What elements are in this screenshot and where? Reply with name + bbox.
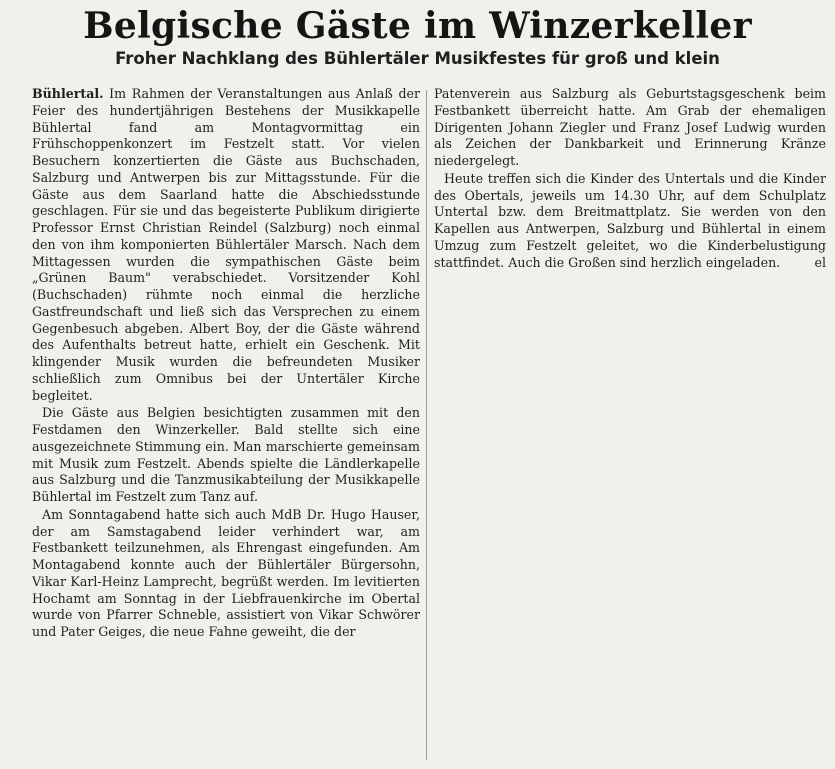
article-paragraph-2: Die Gäste aus Belgien besichtigten zusammen mit den Festdamen den Winzerkeller. Bald stellte sich eine ausgezeichnete Stimmung ein. Man marschierte gemeinsam mit Musik zum Festzelt. Abends spielte die Ländlerkapelle aus Salzburg und die Tanzmusikabteilung der Musikkapelle Bühlertal im Festzelt zum Tanz auf.	[32, 405, 420, 504]
article-paragraph-3: Am Sonntagabend hatte sich auch MdB Dr. Hugo Hauser, der am Samstagabend leider verhindert war, am Festbankett teilzunehmen, als Ehrengast eingefunden. Am Montagabend konnte auch der Bühlertäler Bürgersohn, Vikar Karl-Heinz Lamprecht, begrüßt werden. Im levitierten Hochamt am Sonntag in der Liebfrauenkirche im Obertal wurde von Pfarrer Schneble, assistiert von Vikar Schwörer und Pater Geiges, die neue Fahne geweiht, die der	[32, 506, 420, 639]
article-paragraph-4: Patenverein aus Salzburg als Geburtstagsgeschenk beim Festbankett überreicht hatte. Am Grab der ehemaligen Dirigenten Johann Ziegler und Franz Josef Ludwig wurden als Zeichen der Dankbarkeit und Erinnerung Kränze niedergelegt.	[434, 86, 826, 168]
article-column-right	[434, 86, 826, 271]
article-dateline: Bühlertal.	[32, 86, 104, 101]
column-divider	[426, 90, 427, 760]
paragraph-5-text: Heute treffen sich die Kinder des Untertals und die Kinder des Obertals, jeweils um 14.30 Uhr, auf dem Schulplatz Untertal bzw. dem Breitmattplatz. Sie werden von den Kapellen aus Antwerpen, Salzburg und Bühlertal in einem Umzug zum Festzelt geleitet, wo die Kinderbelustigung stattfindet. Auch die Großen sind herzlich eingeladen.	[434, 170, 826, 270]
paragraph-1-text: Im Rahmen der Veranstaltungen aus Anlaß der Feier des hundertjährigen Bestehens der Musikkapelle Bühlertal fand am Montagvormittag ein Frühschoppenkonzert im Festzelt statt. Vor vielen Besuchern konzertierten die Gäste aus Buchschaden, Salzburg und Antwerpen bis zur Mittagsstunde. Für die Gäste aus dem Saarland hatte die Abschiedsstunde geschlagen. Für sie und das begeisterte Publikum dirigierte Professor Ernst Christian Reindel (Salzburg) noch einmal den von ihm komponierten Bühlertäler Marsch. Nach dem Mittagessen wurden die sympathischen Gäste beim „Grünen Baum" verabschiedet. Vorsitzender Kohl (Buchschaden) rühmte noch einmal die herzliche Gastfreundschaft und ließ sich das Versprechen zu einem Gegenbesuch abgeben. Albert Boy, der die Gäste während des Aufenthalts betreut hatte, erhielt ein Geschenk. Mit klingender Musik wurden die befreundeten Musiker schließlich zum Omnibus bei der Untertäler Kirche begleitet.	[32, 86, 420, 403]
article-paragraph-5	[434, 171, 826, 272]
article-column-left	[32, 86, 420, 641]
author-signature: el	[814, 254, 826, 270]
article-paragraph-1	[32, 86, 420, 404]
article-subheadline: Froher Nachklang des Bühlertäler Musikfestes für groß und klein	[115, 49, 720, 68]
article-headline: Belgische Gäste im Winzerkeller	[83, 5, 752, 47]
